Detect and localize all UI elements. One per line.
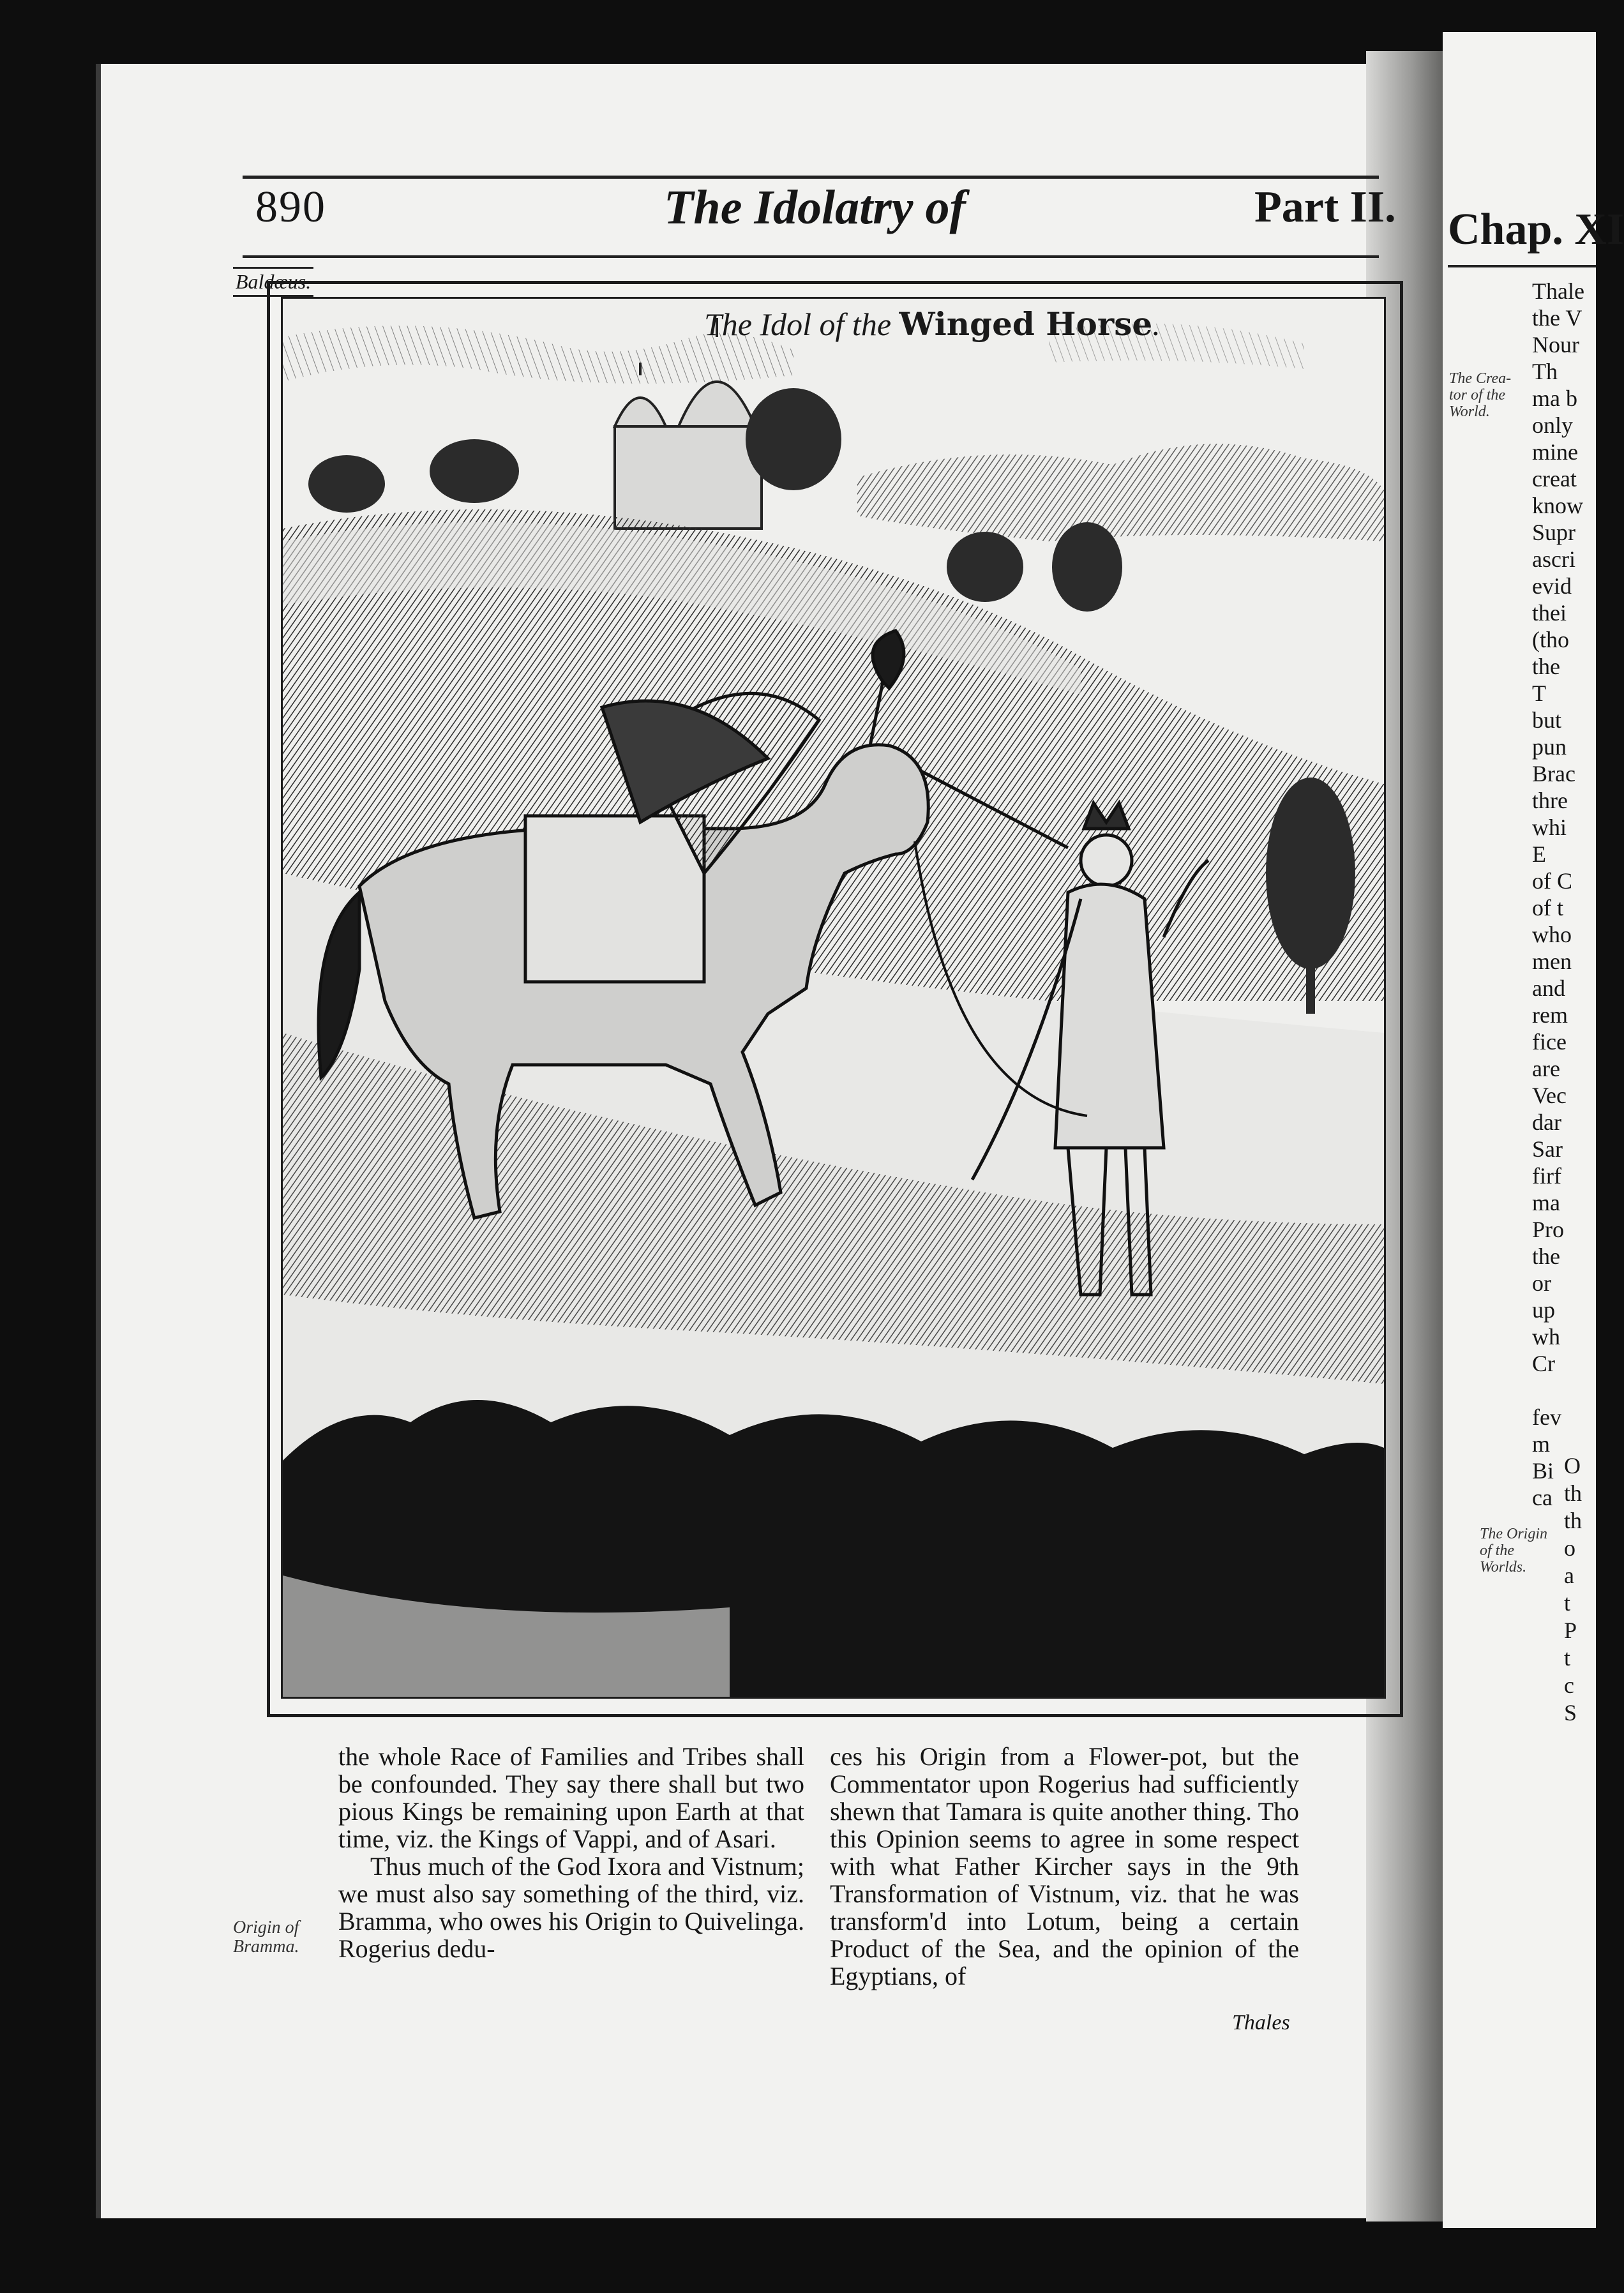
marginal-line: World. (1449, 403, 1490, 420)
marginal-line: Worlds. (1480, 1559, 1527, 1575)
text-fragment: but (1532, 707, 1562, 733)
right-page-header: Chap. XI (1448, 205, 1624, 254)
paragraph: Thus much of the God Ixora and Vistnum; we must also say something of the third, viz. Bramma, who owes his Origin to Quivelinga. Rogerius dedu- (338, 1852, 804, 1963)
paragraph: the whole Race of Families and Tribes shall be confounded. They say there shall but two pious Kings be remaining upon Earth at that time, viz. the Kings of Vappi, and of Asari. (338, 1742, 804, 1853)
marginal-line: tor of the (1449, 387, 1505, 403)
text-fragment: ma (1532, 1190, 1560, 1215)
plate-caption (704, 305, 1161, 343)
text-fragment: fev (1532, 1404, 1561, 1430)
text-fragment: of C (1532, 868, 1572, 894)
text-fragment: O (1564, 1453, 1581, 1478)
text-fragment: and (1532, 975, 1565, 1001)
marginal-line: The Crea- (1449, 370, 1512, 387)
caption-italic: The Idol of the (704, 306, 899, 342)
text-fragment: mine (1532, 439, 1578, 465)
right-margin-note-2 (1480, 1526, 1547, 1575)
text-fragment: ma b (1532, 386, 1577, 411)
text-fragment: m (1532, 1431, 1551, 1457)
text-column-left (338, 1743, 804, 1962)
caption-gothic: Winged Horse (899, 305, 1153, 343)
marginal-note-left (233, 1918, 322, 1957)
text-fragment: th (1564, 1480, 1583, 1506)
text-fragment: fice (1532, 1029, 1567, 1055)
text-fragment: dar (1532, 1109, 1561, 1135)
text-fragment: thre (1532, 788, 1568, 813)
text-fragment: of t (1532, 895, 1563, 921)
running-title: The Idolatry of (664, 181, 966, 234)
text-fragment: o (1564, 1535, 1575, 1561)
text-fragment: Bi (1532, 1458, 1554, 1484)
text-fragment: ascri (1532, 546, 1575, 572)
marginal-line: Bramma. (233, 1937, 299, 1957)
text-fragment: S (1564, 1700, 1577, 1725)
text-fragment: creat (1532, 466, 1577, 492)
text-fragment: t (1564, 1590, 1571, 1616)
header-rule-bottom (243, 255, 1379, 258)
text-fragment: Nour (1532, 332, 1579, 357)
text-fragment: wh (1532, 1324, 1560, 1349)
right-page-text-fragments (1532, 278, 1596, 1511)
text-fragment: the (1532, 654, 1560, 679)
text-fragment: ca (1532, 1485, 1553, 1510)
catchword: Thales (1232, 2011, 1290, 2034)
text-fragment: Thale (1532, 278, 1584, 304)
text-fragment: pun (1532, 734, 1567, 760)
text-fragment: or (1532, 1270, 1551, 1296)
text-fragment: c (1564, 1673, 1574, 1698)
text-fragment: who (1532, 922, 1572, 947)
text-fragment: evid (1532, 573, 1572, 599)
text-fragment: Sar (1532, 1136, 1563, 1162)
text-fragment: Cr (1532, 1351, 1555, 1376)
text-fragment: th (1564, 1508, 1583, 1533)
paragraph: ces his Origin from a Flower-pot, but the Commentator upon Rogerius had sufficiently shewn that Tamara is quite another thing. Tho this Opinion seems to agree in some respect with what Father Kircher says in the 9th Transformation of Vistnum, viz. that he was transform'd into Lotum, being a certain Product of the Sea, and the opinion of the Egyptians, of (830, 1742, 1299, 1990)
text-fragment: (tho (1532, 627, 1569, 652)
engraving-plate (281, 297, 1386, 1699)
text-fragment: t (1564, 1645, 1571, 1671)
text-fragment: only (1532, 412, 1574, 438)
text-fragment: the V (1532, 305, 1583, 331)
part-label: Part II. (1254, 183, 1396, 232)
text-column-right (830, 1743, 1299, 1990)
text-fragment: know (1532, 493, 1583, 518)
text-fragment: up (1532, 1297, 1555, 1323)
header-rule-top (243, 176, 1379, 179)
text-fragment: Vec (1532, 1083, 1567, 1108)
text-fragment: firf (1532, 1163, 1561, 1189)
text-fragment: a (1564, 1563, 1574, 1588)
plate-source-tag: Baldæus. (233, 267, 313, 297)
text-fragment: P (1564, 1618, 1577, 1643)
right-margin-note-1 (1449, 370, 1511, 420)
text-fragment: T (1532, 680, 1546, 706)
text-fragment: Th (1532, 359, 1558, 384)
marginal-line: of the (1480, 1542, 1514, 1559)
text-fragment: men (1532, 949, 1572, 974)
text-fragment: rem (1532, 1002, 1568, 1028)
marginal-line: The Origin (1480, 1526, 1548, 1542)
text-fragment: thei (1532, 600, 1567, 626)
text-fragment: Brac (1532, 761, 1575, 786)
text-fragment: Pro (1532, 1217, 1565, 1242)
text-fragment (1532, 1377, 1596, 1404)
text-fragment: are (1532, 1056, 1560, 1081)
text-fragment: E (1532, 841, 1546, 867)
marginal-line: Origin of (233, 1918, 299, 1937)
right-page-text-fragments-lower (1564, 1452, 1596, 1727)
text-fragment: the (1532, 1244, 1560, 1269)
text-fragment: whi (1532, 815, 1567, 840)
right-page-rule (1448, 265, 1596, 267)
page-number: 890 (255, 183, 326, 232)
engraving-illustration (283, 299, 1384, 1697)
caption-period: . (1152, 306, 1161, 342)
text-fragment: Supr (1532, 520, 1576, 545)
